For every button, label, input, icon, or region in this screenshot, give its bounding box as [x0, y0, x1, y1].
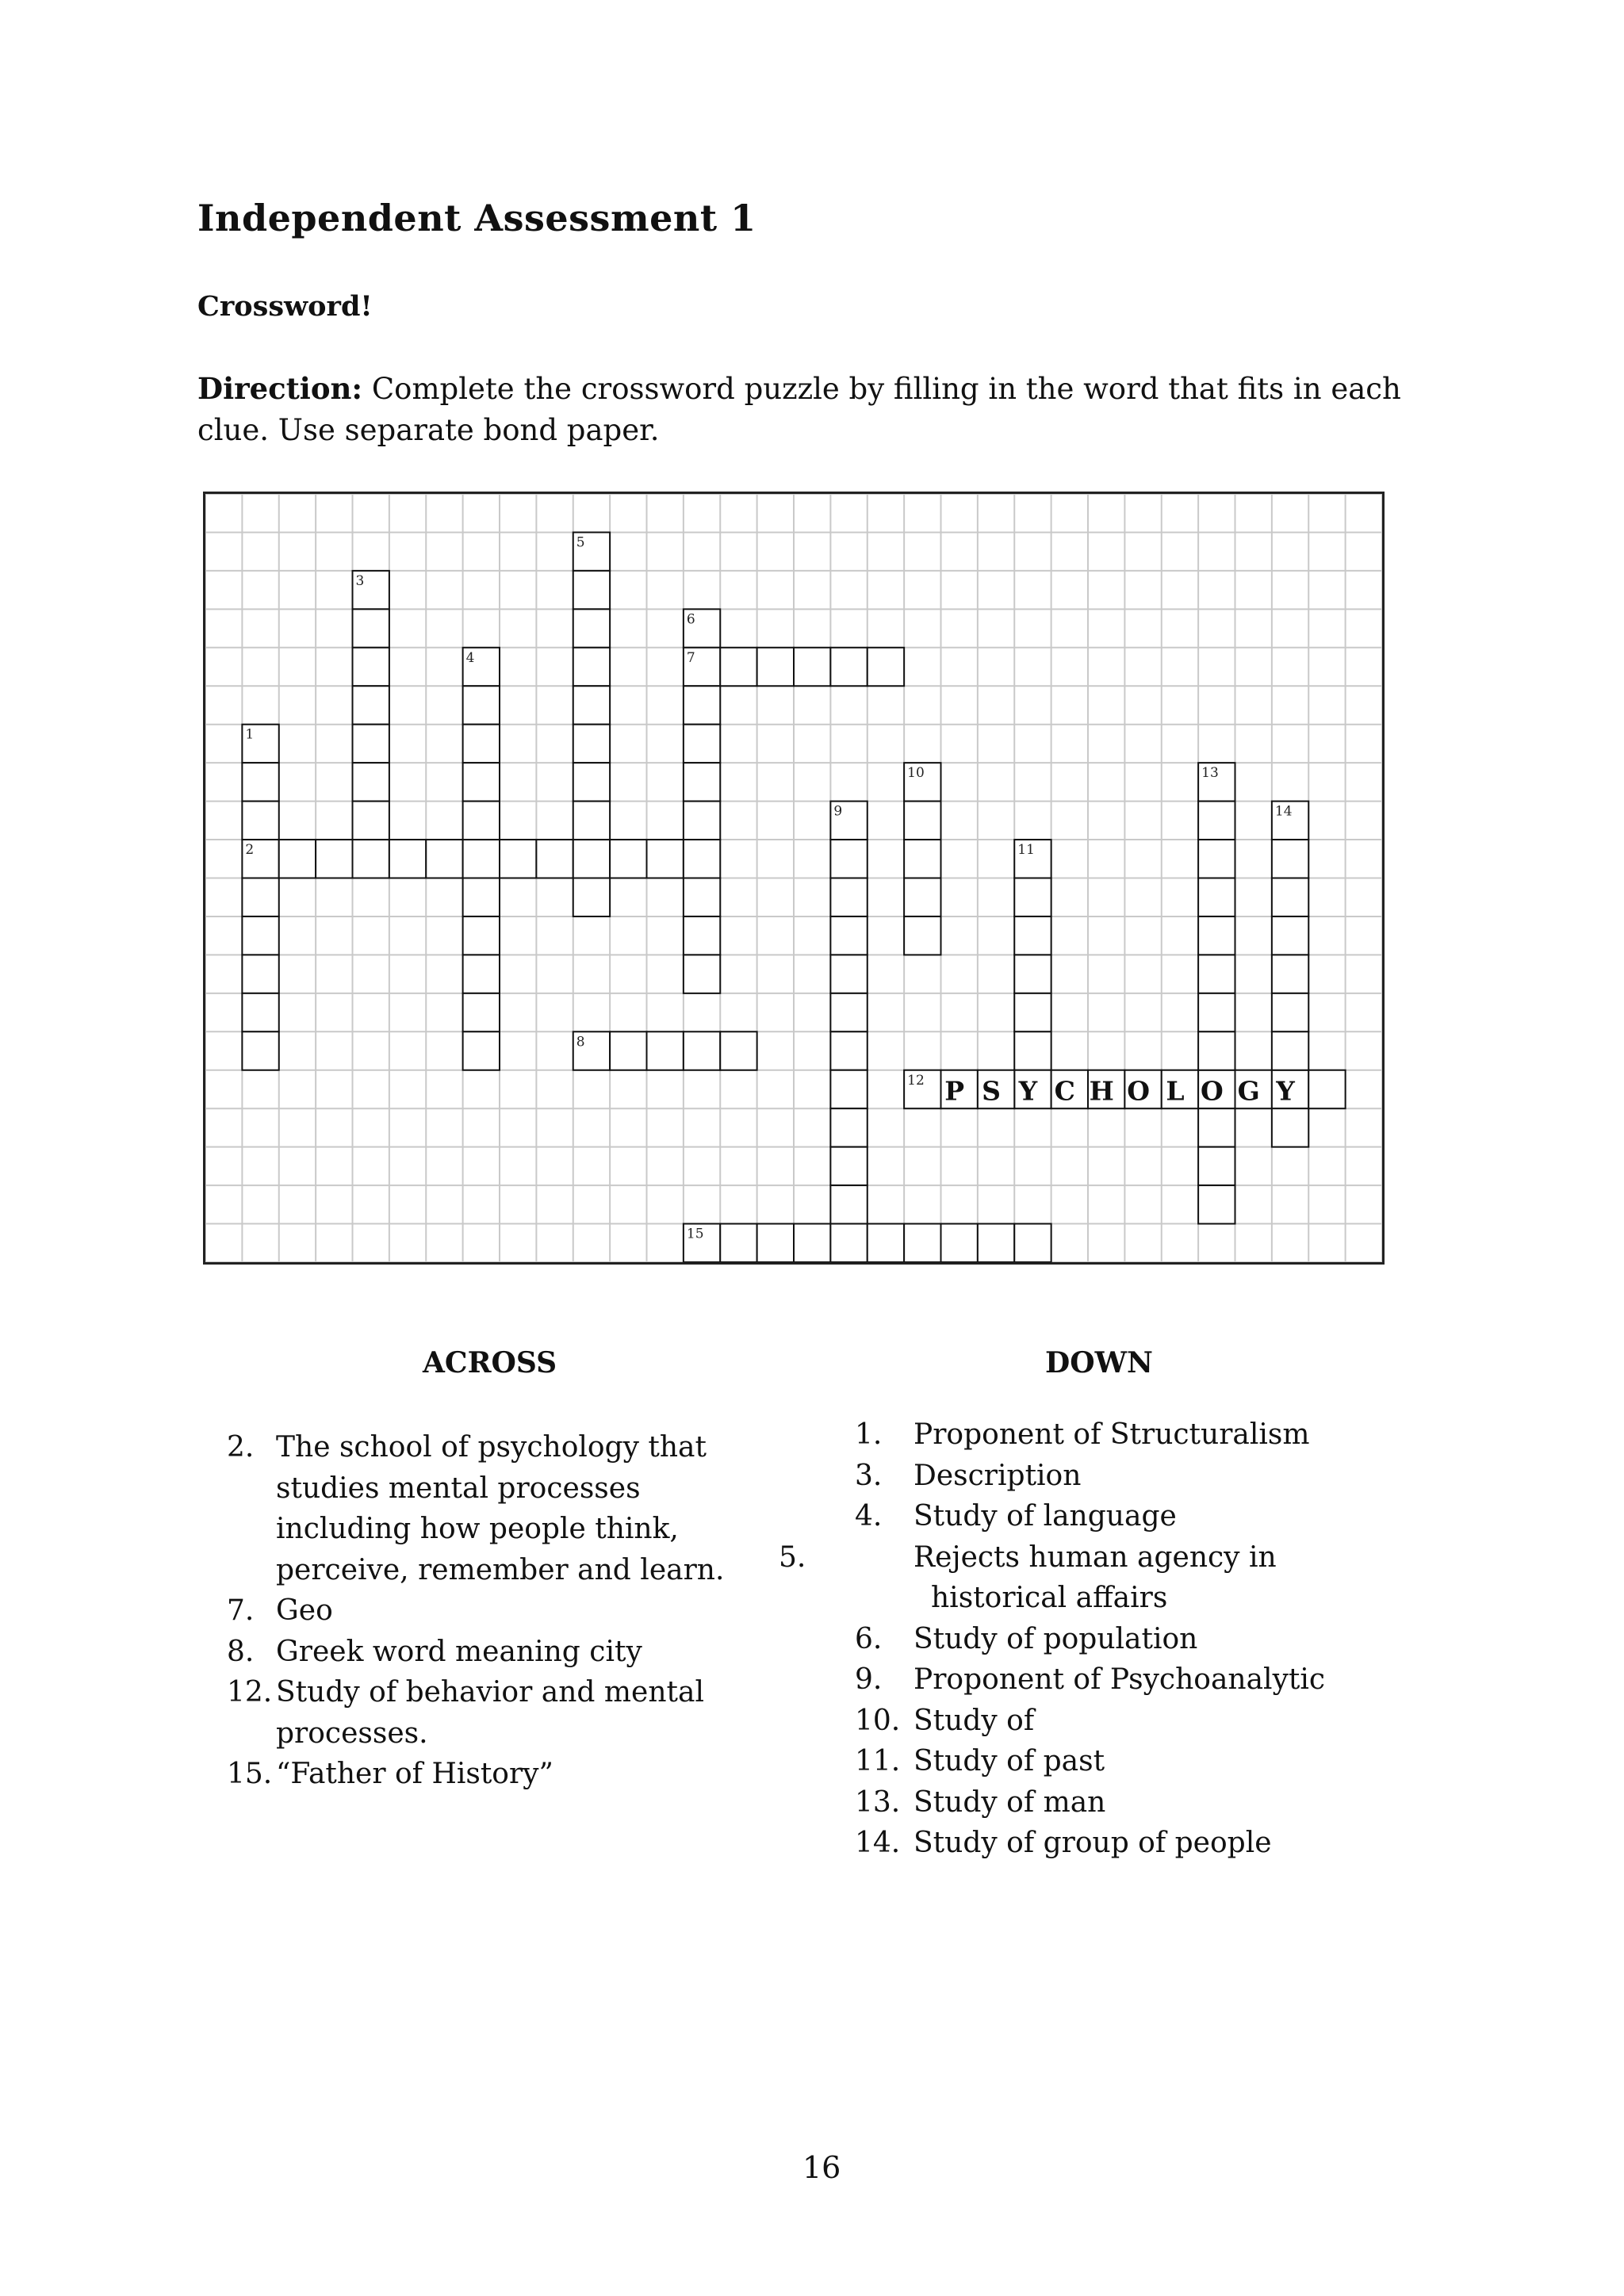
answer-cell [1014, 916, 1051, 955]
answer-cell [1014, 993, 1051, 1031]
answer-cell [1198, 1108, 1235, 1146]
answer-cell [463, 840, 500, 878]
answer-letter: Y [1018, 1075, 1038, 1107]
down-clue [855, 1823, 1410, 1864]
across-heading: ACROSS [423, 1346, 557, 1380]
clue-number: 14. [855, 1827, 901, 1859]
answer-letter: G [1237, 1075, 1260, 1107]
clue-number-label: 6 [686, 611, 695, 628]
across-clue [227, 1427, 782, 1590]
answer-cell [904, 916, 940, 955]
clue-number: 2. [227, 1431, 255, 1464]
clue-number-label: 7 [686, 649, 695, 666]
answer-cell [1272, 916, 1308, 955]
answer-cell [830, 1224, 867, 1262]
answer-cell [316, 840, 352, 878]
answer-cell [573, 686, 610, 724]
answer-cell [610, 840, 646, 878]
answer-cell [353, 802, 389, 840]
answer-cell [573, 878, 610, 916]
answer-cell [830, 1108, 867, 1146]
answer-cell [941, 1224, 978, 1262]
answer-cell [830, 955, 867, 993]
crossword-puzzle [203, 492, 1385, 1265]
answer-cell [1198, 1185, 1235, 1223]
down-clue [855, 1659, 1410, 1701]
answer-cell [463, 725, 500, 763]
answer-cell [536, 840, 573, 878]
clue-text: Proponent of Structuralism [914, 1418, 1310, 1451]
answer-cell [1272, 1031, 1308, 1070]
answer-cell [1272, 1108, 1308, 1146]
clue-number: 4. [855, 1500, 883, 1533]
answer-cell [1308, 1070, 1345, 1108]
clue-text: Rejects human agency in historical affairs [914, 1540, 1277, 1614]
down-clue [855, 1619, 1410, 1660]
answer-cell [647, 1031, 684, 1070]
answer-cell [1014, 955, 1051, 993]
answer-cell [1272, 993, 1308, 1031]
clue-number-label: 2 [245, 842, 255, 859]
answer-letter: H [1089, 1075, 1114, 1107]
answer-cell [830, 1147, 867, 1185]
clue-text: Study of behavior and mental processes. [276, 1676, 704, 1750]
clue-number-label: 4 [465, 649, 475, 666]
answer-cell [573, 725, 610, 763]
answer-cell [573, 648, 610, 686]
answer-cell [353, 609, 389, 647]
clue-text: “Father of History” [276, 1758, 553, 1790]
answer-letter: S [982, 1075, 1001, 1107]
clue-text: Greek word meaning city [276, 1635, 642, 1668]
answer-cell [463, 916, 500, 955]
answer-cell [242, 802, 278, 840]
answer-cell [1272, 878, 1308, 916]
clue-text: Proponent of Psychoanalytic [914, 1663, 1326, 1696]
clue-number: 6. [855, 1622, 883, 1655]
clue-number-label: 13 [1201, 765, 1219, 782]
answer-cell [353, 763, 389, 801]
direction-paragraph [197, 368, 1403, 451]
answer-cell [830, 1031, 867, 1070]
down-clue [855, 1782, 1410, 1823]
answer-cell [868, 1224, 904, 1262]
answer-cell [904, 840, 940, 878]
answer-cell [573, 802, 610, 840]
answer-cell [904, 878, 940, 916]
crossword-grid [205, 494, 1382, 1262]
answer-cell [573, 609, 610, 647]
answer-cell [830, 916, 867, 955]
down-clue [779, 1537, 1410, 1619]
answer-cell [904, 802, 940, 840]
answer-cell [904, 1224, 940, 1262]
clue-number-label: 5 [576, 534, 585, 551]
answer-cell [830, 648, 867, 686]
answer-cell [242, 993, 278, 1031]
clue-text: Study of [914, 1704, 1035, 1737]
answer-cell [684, 878, 720, 916]
answer-cell [610, 1031, 646, 1070]
answer-cell [684, 955, 720, 993]
answer-cell [242, 763, 278, 801]
answer-cell [757, 1224, 794, 1262]
clue-number: 12. [227, 1676, 273, 1709]
answer-cell [1198, 955, 1235, 993]
answer-cell [463, 993, 500, 1031]
subtitle: Crossword! [197, 290, 373, 323]
down-clue [855, 1496, 1410, 1537]
answer-cell [684, 725, 720, 763]
answer-letter: O [1200, 1075, 1224, 1107]
answer-cell [978, 1224, 1014, 1262]
answer-cell [389, 840, 426, 878]
answer-letter: L [1166, 1075, 1185, 1107]
answer-letter: Y [1276, 1075, 1295, 1107]
answer-cell [1198, 1031, 1235, 1070]
answer-cell [353, 840, 389, 878]
answer-cell [830, 840, 867, 878]
answer-cell [684, 916, 720, 955]
answer-cell [684, 1031, 720, 1070]
down-clue [855, 1456, 1410, 1497]
clue-number-label: 14 [1274, 803, 1293, 820]
answer-cell [830, 878, 867, 916]
answer-cell [463, 878, 500, 916]
answer-cell [830, 993, 867, 1031]
direction-text: Complete the crossword puzzle by filling in the word that fits in each clue. Use separate bond paper. [197, 372, 1401, 447]
answer-cell [757, 648, 794, 686]
clue-text: Study of man [914, 1785, 1106, 1819]
answer-cell [830, 1070, 867, 1108]
clue-number: 10. [855, 1704, 901, 1737]
page-title: Independent Assessment 1 [197, 197, 756, 239]
clue-number: 7. [227, 1594, 255, 1627]
answer-cell [868, 648, 904, 686]
clue-number-label: 12 [907, 1072, 925, 1089]
clue-number-label: 9 [833, 803, 843, 820]
across-clue [227, 1590, 782, 1632]
answer-cell [242, 955, 278, 993]
answer-cell [684, 840, 720, 878]
answer-cell [1198, 993, 1235, 1031]
clue-number: 5. [779, 1540, 806, 1574]
clue-number: 13. [855, 1785, 901, 1819]
page-number: 16 [802, 2150, 841, 2185]
across-clue [227, 1672, 782, 1754]
clue-text: Study of language [914, 1500, 1177, 1533]
clue-number: 9. [855, 1663, 883, 1696]
answer-cell [1198, 1147, 1235, 1185]
clue-number-label: 8 [576, 1034, 585, 1050]
clue-number-label: 10 [907, 765, 925, 782]
answer-letter: O [1127, 1075, 1150, 1107]
answer-cell [720, 648, 756, 686]
clue-text: Study of population [914, 1622, 1198, 1655]
answer-cell [463, 955, 500, 993]
clue-text: Study of group of people [914, 1827, 1272, 1859]
answer-cell [1272, 840, 1308, 878]
answer-cell [684, 802, 720, 840]
answer-cell [1198, 916, 1235, 955]
answer-cell [1014, 1031, 1051, 1070]
clue-number: 8. [227, 1635, 255, 1668]
clue-number: 3. [855, 1459, 883, 1492]
answer-cell [720, 1224, 756, 1262]
answer-cell [242, 1031, 278, 1070]
clue-text: Description [914, 1459, 1082, 1492]
down-clue [855, 1701, 1410, 1742]
answer-cell [1014, 1224, 1051, 1262]
answer-cell [573, 763, 610, 801]
answer-cell [426, 840, 462, 878]
answer-cell [1198, 840, 1235, 878]
answer-cell [500, 840, 536, 878]
answer-cell [647, 840, 684, 878]
answer-cell [573, 571, 610, 609]
clue-number: 15. [227, 1758, 273, 1790]
across-clues [227, 1427, 782, 1795]
direction-label: Direction: [197, 371, 363, 406]
answer-cell [830, 1185, 867, 1223]
clue-text: Geo [276, 1594, 333, 1627]
answer-cell [1198, 878, 1235, 916]
clue-number-label: 1 [245, 726, 255, 743]
answer-cell [794, 648, 830, 686]
answer-cell [242, 916, 278, 955]
answer-cell [463, 802, 500, 840]
answer-cell [794, 1224, 830, 1262]
clue-number-label: 11 [1017, 842, 1035, 859]
answer-cell [463, 1031, 500, 1070]
clue-text: Study of past [914, 1745, 1105, 1777]
answer-cell [463, 763, 500, 801]
clue-number: 11. [855, 1745, 901, 1777]
answer-cell [242, 878, 278, 916]
answer-cell [1272, 955, 1308, 993]
answer-cell [573, 840, 610, 878]
answer-cell [463, 686, 500, 724]
answer-cell [684, 686, 720, 724]
answer-cell [353, 725, 389, 763]
answer-cell [279, 840, 316, 878]
down-heading: DOWN [1045, 1346, 1153, 1380]
answer-cell [353, 648, 389, 686]
across-clue [227, 1632, 782, 1673]
answer-letter: C [1054, 1075, 1075, 1107]
clue-number: 1. [855, 1418, 883, 1451]
across-clue [227, 1754, 782, 1795]
clue-text: The school of psychology that studies mental processes including how people think, perceive, remember and learn. [276, 1431, 725, 1586]
answer-letter: P [944, 1075, 965, 1107]
down-clues [779, 1414, 1410, 1864]
answer-cell [1198, 802, 1235, 840]
clue-number-label: 3 [355, 572, 365, 589]
answer-cell [720, 1031, 756, 1070]
down-clue [855, 1741, 1410, 1782]
down-clue [855, 1414, 1410, 1456]
clue-number-label: 15 [686, 1226, 704, 1242]
answer-cell [353, 686, 389, 724]
answer-cell [684, 763, 720, 801]
answer-cell [1014, 878, 1051, 916]
